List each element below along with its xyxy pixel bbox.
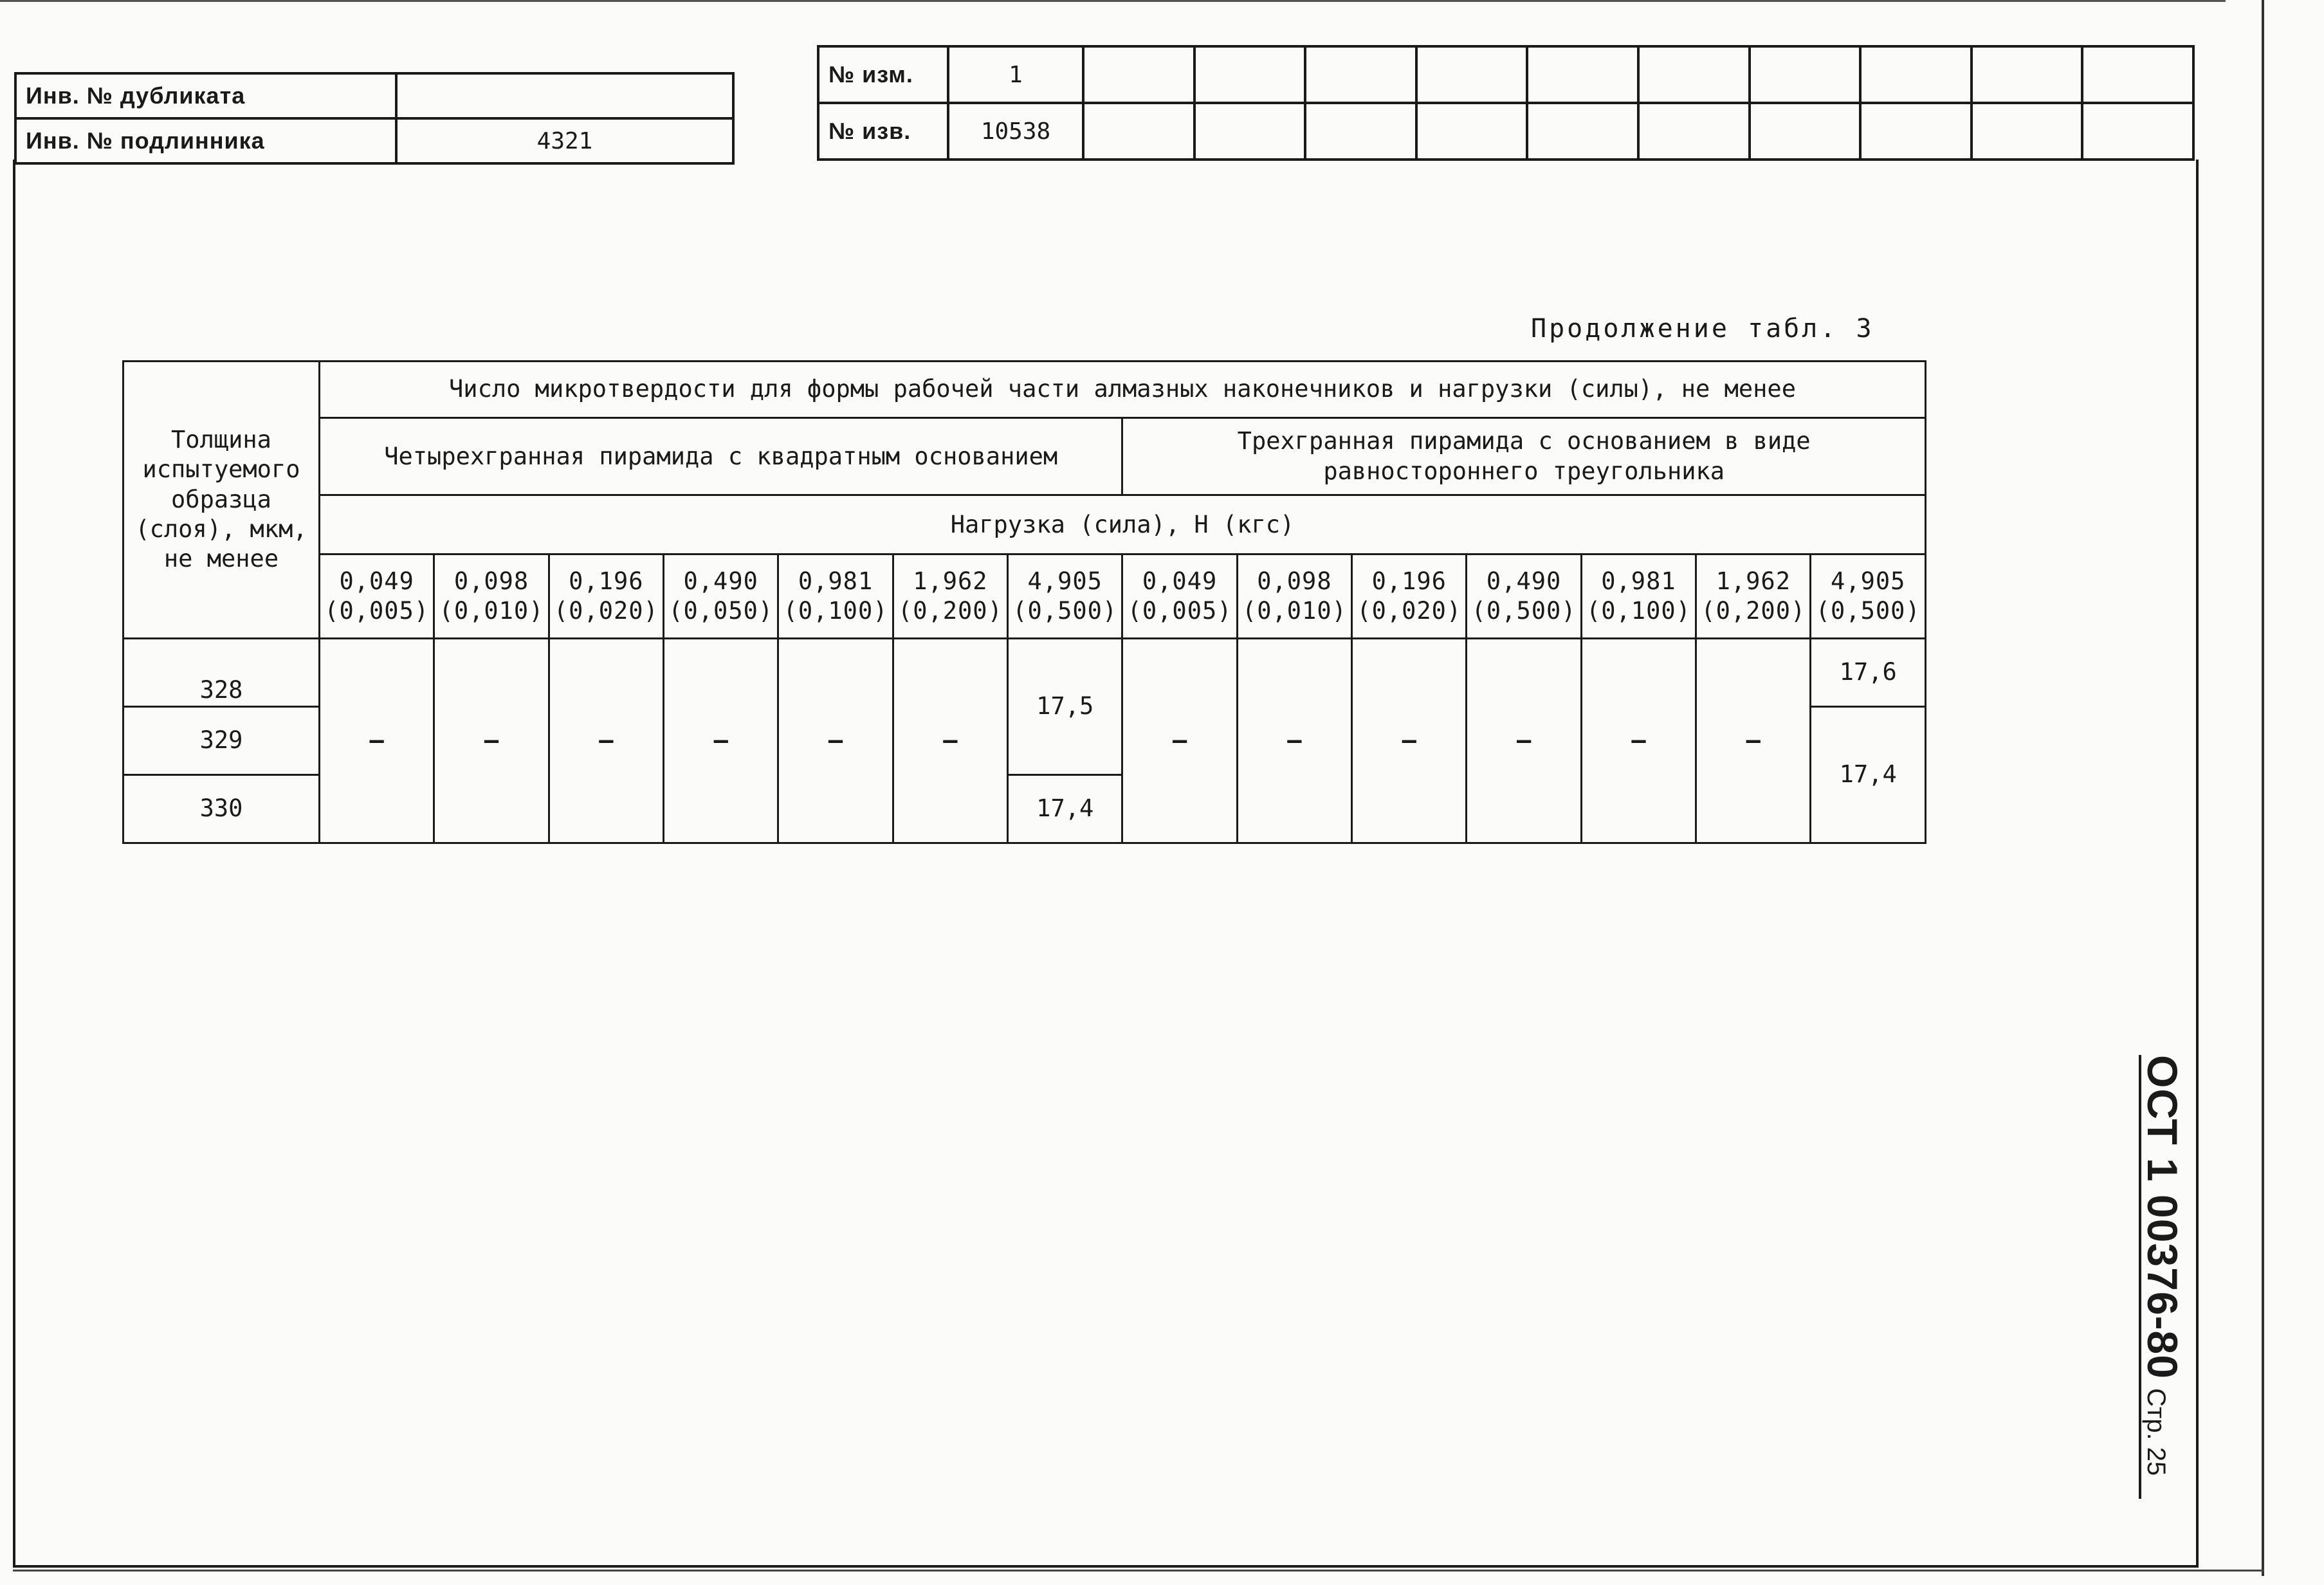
change-cell xyxy=(1194,46,1306,103)
load-cell xyxy=(893,554,1007,638)
table-continuation-caption: Продолжение табл. 3 xyxy=(1531,314,1874,344)
load-cell xyxy=(1122,554,1237,638)
load-cell xyxy=(1811,554,1926,638)
load-newton: 0,049 xyxy=(339,567,414,595)
table-row xyxy=(124,638,1926,672)
load-newton: 1,962 xyxy=(913,567,988,595)
load-kgs: (0,500) xyxy=(1012,596,1118,625)
value-dash: – xyxy=(434,638,549,843)
thickness-header-line: испытуемого xyxy=(142,455,300,484)
change-number-label: № изм. xyxy=(818,46,948,103)
change-cell xyxy=(1972,46,2083,103)
side-label xyxy=(2136,1055,2187,1505)
change-cell xyxy=(1638,46,1750,103)
original-label: Инв. № подлинника xyxy=(15,118,396,163)
load-cell xyxy=(1581,554,1696,638)
value-cell: 17,5 xyxy=(1008,638,1122,774)
load-cell xyxy=(1467,554,1581,638)
shape-b-line: Трехгранная пирамида с основанием в виде xyxy=(1237,427,1811,455)
load-cell xyxy=(1352,554,1467,638)
change-record-stamp xyxy=(817,45,2195,161)
load-cell xyxy=(664,554,778,638)
load-newton: 0,196 xyxy=(569,567,644,595)
notice-number-label: № изв. xyxy=(818,103,948,160)
load-newton: 0,490 xyxy=(683,567,758,595)
value-cell: 17,4 xyxy=(1008,774,1122,843)
load-kgs: (0,020) xyxy=(553,596,659,625)
load-newton: 0,981 xyxy=(1601,567,1676,595)
shape-triangular-pyramid xyxy=(1122,418,1926,495)
load-newton: 4,905 xyxy=(1027,567,1103,595)
sheet-right-edge xyxy=(2262,0,2264,1576)
value-dash: – xyxy=(778,638,893,843)
load-cell xyxy=(320,554,434,638)
value-dash: – xyxy=(1696,638,1811,843)
load-kgs: (0,010) xyxy=(439,596,544,625)
change-cell xyxy=(1638,103,1750,160)
value-dash: – xyxy=(893,638,1007,843)
load-kgs: (0,500) xyxy=(1815,596,1921,625)
change-cell xyxy=(1194,103,1306,160)
value-dash: – xyxy=(320,638,434,843)
document-code: ОСТ 1 00376-80 xyxy=(2139,1055,2186,1379)
value-dash: – xyxy=(1352,638,1467,843)
duplicate-label: Инв. № дубликата xyxy=(15,73,396,118)
value-dash: – xyxy=(549,638,663,843)
load-kgs: (0,020) xyxy=(1357,596,1462,625)
load-kgs: (0,010) xyxy=(1241,596,1347,625)
load-kgs: (0,005) xyxy=(1127,596,1232,625)
load-cell xyxy=(1696,554,1811,638)
thickness-header-line: (слоя), мкм, xyxy=(135,515,307,543)
change-cell xyxy=(1083,46,1194,103)
load-newton: 4,905 xyxy=(1831,567,1906,595)
shape-b-line: равностороннего треугольника xyxy=(1323,457,1725,485)
change-cell xyxy=(1416,103,1528,160)
change-cell xyxy=(2082,103,2193,160)
group-title: Число микротвердости для формы рабочей части алмазных наконечников и нагрузки (силы), не менее xyxy=(320,362,1926,418)
load-kgs: (0,500) xyxy=(1471,596,1577,625)
sheet-top-edge xyxy=(0,0,2226,2)
thickness-header-line: образца xyxy=(171,485,271,513)
load-cell xyxy=(1008,554,1122,638)
change-cell xyxy=(1750,46,1861,103)
change-cell xyxy=(1860,103,1972,160)
load-title: Нагрузка (сила), Н (кгс) xyxy=(320,495,1926,554)
side-label-text xyxy=(2138,1055,2187,1476)
load-cell xyxy=(434,554,549,638)
load-newton: 1,962 xyxy=(1716,567,1791,595)
load-kgs: (0,100) xyxy=(783,596,888,625)
value-dash: – xyxy=(1467,638,1581,843)
sheet-bottom-edge xyxy=(13,1570,2264,1571)
load-kgs: (0,100) xyxy=(1586,596,1691,625)
thickness-cell: 330 xyxy=(124,774,320,843)
original-value: 4321 xyxy=(396,118,733,163)
thickness-cell: 329 xyxy=(124,706,320,774)
value-dash: – xyxy=(1237,638,1351,843)
thickness-cell: 328 xyxy=(124,638,320,706)
value-cell: 17,4 xyxy=(1811,706,1926,843)
change-cell xyxy=(1305,46,1416,103)
change-cell xyxy=(1860,46,1972,103)
change-number-value: 1 xyxy=(948,46,1083,103)
microhardness-table xyxy=(122,360,1926,844)
value-dash: – xyxy=(664,638,778,843)
load-values-row xyxy=(124,554,1926,638)
change-cell xyxy=(1527,103,1638,160)
load-newton: 0,981 xyxy=(798,567,874,595)
load-newton: 0,490 xyxy=(1486,567,1562,595)
load-newton: 0,049 xyxy=(1142,567,1218,595)
load-cell xyxy=(778,554,893,638)
thickness-header-line: Толщина xyxy=(171,426,271,454)
thickness-header-line: не менее xyxy=(163,545,279,573)
notice-number-value: 10538 xyxy=(948,103,1083,160)
page-number: Стр. 25 xyxy=(2142,1388,2170,1476)
change-cell xyxy=(2082,46,2193,103)
load-cell xyxy=(1237,554,1351,638)
change-cell xyxy=(1750,103,1861,160)
change-cell xyxy=(1527,46,1638,103)
value-dash: – xyxy=(1581,638,1696,843)
shape-square-pyramid: Четырехгранная пирамида с квадратным основанием xyxy=(320,418,1122,495)
duplicate-value xyxy=(396,73,733,118)
load-newton: 0,098 xyxy=(1257,567,1332,595)
value-dash: – xyxy=(1122,638,1237,843)
load-kgs: (0,005) xyxy=(324,596,430,625)
change-cell xyxy=(1305,103,1416,160)
value-cell: 17,6 xyxy=(1811,638,1926,706)
inventory-stamp xyxy=(14,72,735,165)
change-cell xyxy=(1083,103,1194,160)
load-kgs: (0,200) xyxy=(1701,596,1806,625)
thickness-header xyxy=(124,362,320,639)
load-kgs: (0,200) xyxy=(897,596,1003,625)
change-cell xyxy=(1416,46,1528,103)
load-newton: 0,098 xyxy=(453,567,529,595)
load-kgs: (0,050) xyxy=(668,596,774,625)
load-cell xyxy=(549,554,663,638)
change-cell xyxy=(1972,103,2083,160)
load-newton: 0,196 xyxy=(1371,567,1447,595)
